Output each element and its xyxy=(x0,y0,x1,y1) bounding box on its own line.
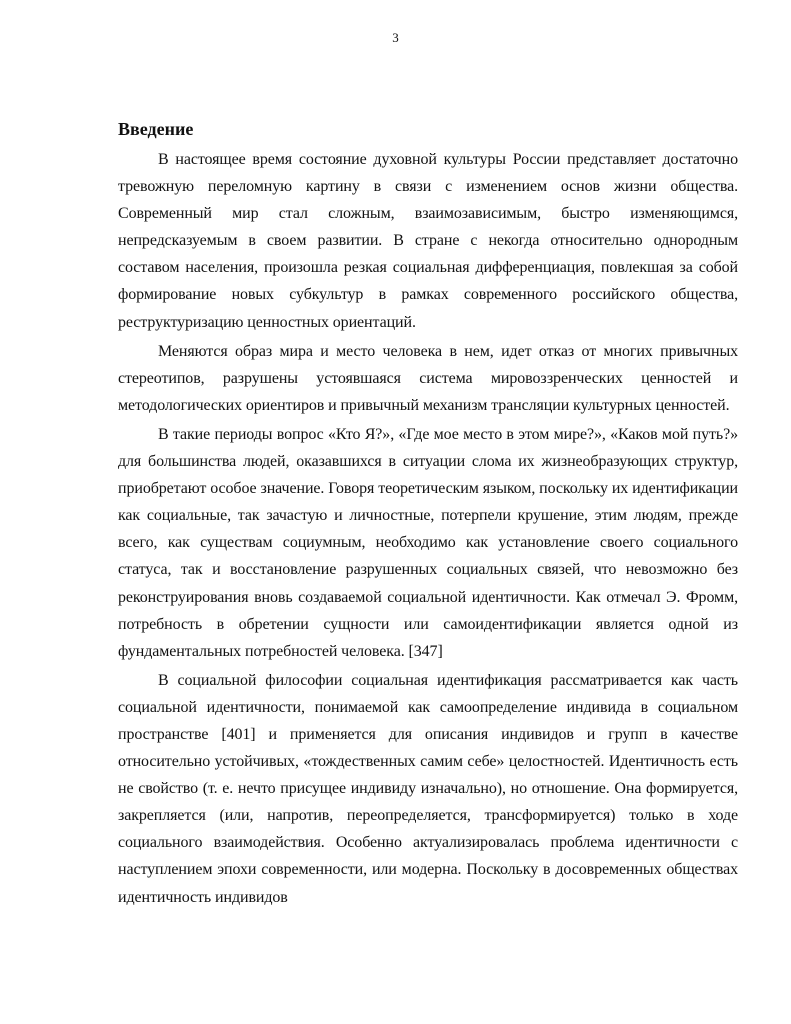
paragraph-3: В такие периоды вопрос «Кто Я?», «Где мое место в этом мире?», «Каков мой путь?» для большинства людей, оказавшихся в ситуации слома их жизнеобразующих структур, приобретают особое значение. Говоря теоретическим языком, поскольку их идентификации как социальные, так зачастую и личностные, потерпели крушение, этим людям, прежде всего, как существам социумным, необходимо как установление своего социального статуса, так и восстановление разрушенных социальных связей, что невозможно без реконструирования вновь создаваемой социальной идентичности. Как отмечал Э. Фромм, потребность в обретении сущности или самоидентификации является одной из фундаментальных потребностей человека. [347] xyxy=(118,425,738,660)
paragraph-2: Меняются образ мира и место человека в нем, идет отказ от многих привычных стереотипов, разрушены устоявшаяся система мировоззренческих ценностей и методологических ориентиров и привычный механизм трансляции культурных ценностей. xyxy=(118,342,738,414)
section-heading: Введение xyxy=(118,119,194,139)
page-number: 3 xyxy=(392,30,399,45)
paragraph-1: В настоящее время состояние духовной культуры России представляет достаточно тревожную переломную картину в связи с изменением основ жизни общества. Современный мир стал сложным, взаимозависимым, быстро изменяющимся, непредсказуемым в своем развитии. В стране с некогда относительно однородным составом населения, произошла резкая социальная дифференциация, повлекшая за собой формирование новых субкультур в рамках современного российского общества, реструктуризацию ценностных ориентаций. xyxy=(118,151,738,331)
document-body xyxy=(118,114,738,913)
paragraph-4: В социальной философии социальная идентификация рассматривается как часть социальной идентичности, понимаемой как самоопределение индивида в социальном пространстве [401] и применяется для описания индивидов и групп в качестве относительно устойчивых, «тождественных самим себе» целостностей. Идентичность есть не свойство (т. е. нечто присущее индивиду изначально), но отношение. Она формируется, закрепляется (или, напротив, переопределяется, трансформируется) только в ходе социального взаимодействия. Особенно актуализировалась проблема идентичности с наступлением эпохи современности, или модерна. Поскольку в досовременных обществах идентичность индивидов xyxy=(118,671,738,906)
